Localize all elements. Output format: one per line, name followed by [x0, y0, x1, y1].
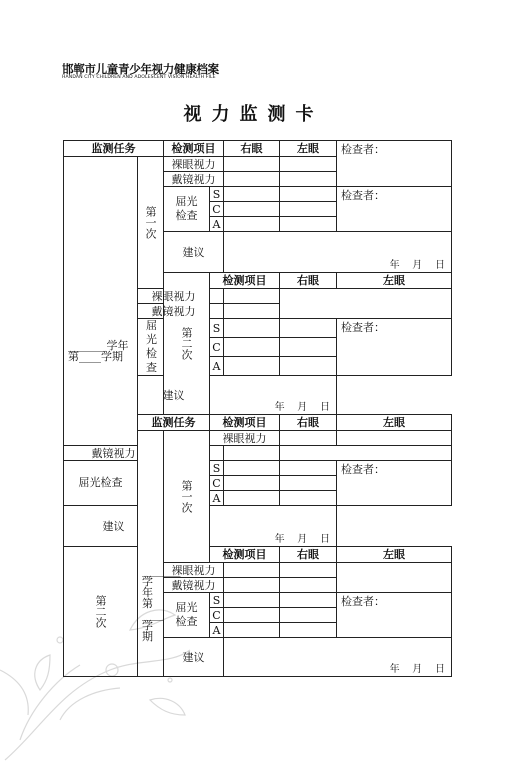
right-eye-header: 右眼 [224, 141, 280, 157]
round-label: 第一次 [164, 431, 210, 563]
left-eye-header: 左眼 [280, 141, 337, 157]
right-eye-cell[interactable] [224, 357, 280, 376]
date-label: 年 月 日 [274, 534, 330, 545]
advice-label: 建议 [164, 638, 224, 677]
archive-title: 邯郸市儿童青少年视力健康档案 [62, 62, 219, 76]
right-eye-header: 右眼 [280, 547, 337, 563]
date-label: 年 月 日 [389, 664, 445, 675]
term-label: 第____学期 [142, 597, 164, 643]
inspector-label: 检查者： [337, 461, 452, 506]
archive-title-english: HANDAN CITY CHILDREN AND ADOLESCENT VISION HEALTH FILE [62, 75, 216, 80]
left-eye-cell[interactable] [280, 357, 337, 376]
refraction-label: 屈光检查 [164, 187, 210, 232]
inspector-label: 检查者： [337, 319, 452, 376]
naked-vision-label: 裸眼视力 [138, 289, 210, 304]
right-eye-cell[interactable] [224, 157, 280, 172]
naked-vision-label: 裸眼视力 [210, 431, 280, 446]
left-eye-cell[interactable] [280, 461, 337, 476]
item-header: 检测项目 [210, 273, 280, 289]
left-eye-cell[interactable] [280, 578, 337, 593]
advice-field[interactable] [224, 232, 452, 273]
left-eye-cell[interactable] [280, 157, 337, 172]
date-label: 年 月 日 [274, 402, 330, 413]
right-eye-cell[interactable] [224, 476, 280, 491]
right-eye-cell[interactable] [224, 187, 280, 202]
advice-field[interactable] [210, 506, 337, 547]
left-eye-header: 左眼 [337, 273, 452, 289]
item-header: 检测项目 [164, 141, 224, 157]
sphere-label: S [210, 319, 224, 338]
left-eye-cell[interactable] [280, 338, 337, 357]
right-eye-cell[interactable] [210, 304, 224, 319]
right-eye-cell[interactable] [224, 578, 280, 593]
right-eye-cell[interactable] [224, 461, 280, 476]
cylinder-label: C [210, 202, 224, 217]
glasses-vision-label: 戴镜视力 [164, 172, 224, 187]
left-eye-cell[interactable] [224, 289, 280, 304]
right-eye-cell[interactable] [210, 446, 224, 461]
sphere-label: S [210, 593, 224, 608]
sphere-label: S [210, 461, 224, 476]
axis-label: A [210, 357, 224, 376]
left-eye-cell[interactable] [280, 476, 337, 491]
naked-vision-label: 裸眼视力 [164, 157, 224, 172]
task-header: 监测任务 [64, 141, 164, 157]
left-eye-cell[interactable] [337, 431, 452, 446]
left-eye-cell[interactable] [280, 187, 337, 202]
inspector-label: 检查者： [337, 141, 452, 187]
left-eye-cell[interactable] [280, 217, 337, 232]
axis-label: A [210, 623, 224, 638]
left-eye-cell[interactable] [280, 623, 337, 638]
right-eye-cell[interactable] [224, 217, 280, 232]
inspector-label: 检查者： [337, 187, 452, 232]
right-eye-cell[interactable] [210, 289, 224, 304]
left-eye-cell[interactable] [280, 319, 337, 338]
year-label: _______学年 [68, 339, 129, 352]
refraction-label: 屈光检查 [64, 461, 138, 506]
refraction-label: 屈光检查 [164, 593, 210, 638]
left-eye-cell[interactable] [224, 446, 280, 461]
axis-label: A [210, 217, 224, 232]
round-label: 第二次 [164, 273, 210, 415]
advice-field[interactable] [210, 376, 337, 415]
right-eye-cell[interactable] [224, 563, 280, 578]
right-eye-cell[interactable] [280, 431, 337, 446]
right-eye-cell[interactable] [224, 593, 280, 608]
right-eye-cell[interactable] [224, 491, 280, 506]
left-eye-cell[interactable] [280, 608, 337, 623]
left-eye-header: 左眼 [337, 415, 452, 431]
advice-label: 建议 [64, 506, 164, 547]
right-eye-cell[interactable] [224, 202, 280, 217]
right-eye-cell[interactable] [224, 623, 280, 638]
inspector-label: 检查者： [337, 593, 452, 638]
left-eye-cell[interactable] [280, 563, 337, 578]
right-eye-cell[interactable] [224, 172, 280, 187]
cylinder-label: C [210, 608, 224, 623]
axis-label: A [210, 491, 224, 506]
item-header: 检测项目 [210, 415, 280, 431]
left-eye-cell[interactable] [280, 202, 337, 217]
period-cell [138, 431, 181, 677]
left-eye-cell[interactable] [280, 593, 337, 608]
item-header: 检测项目 [210, 547, 280, 563]
year-label: _______学年 [142, 564, 181, 599]
right-eye-cell[interactable] [224, 338, 280, 357]
round-label: 第二次 [64, 547, 138, 677]
right-eye-cell[interactable] [224, 319, 280, 338]
glasses-vision-label: 戴镜视力 [138, 304, 210, 319]
glasses-vision-label: 戴镜视力 [64, 446, 164, 461]
period-cell [64, 157, 138, 446]
advice-label: 建议 [138, 376, 210, 415]
refraction-label: 屈光检查 [138, 319, 164, 376]
cylinder-label: C [210, 338, 224, 357]
sphere-label: S [210, 187, 224, 202]
date-label: 年 月 日 [389, 260, 445, 271]
right-eye-cell[interactable] [224, 608, 280, 623]
naked-vision-label: 裸眼视力 [164, 563, 224, 578]
advice-label: 建议 [164, 232, 224, 273]
left-eye-header: 左眼 [337, 547, 452, 563]
card-title: 视力监测卡 [183, 104, 324, 125]
left-eye-cell[interactable] [280, 172, 337, 187]
advice-field[interactable] [224, 638, 452, 677]
right-eye-header: 右眼 [280, 415, 337, 431]
round-label: 第一次 [138, 157, 164, 289]
right-eye-header: 右眼 [280, 273, 337, 289]
glasses-vision-label: 戴镜视力 [164, 578, 224, 593]
cylinder-label: C [210, 476, 224, 491]
left-eye-cell[interactable] [280, 491, 337, 506]
vision-monitoring-table [63, 140, 452, 677]
term-label: 第____学期 [68, 350, 123, 363]
left-eye-cell[interactable] [224, 304, 280, 319]
task-header: 监测任务 [138, 415, 210, 431]
